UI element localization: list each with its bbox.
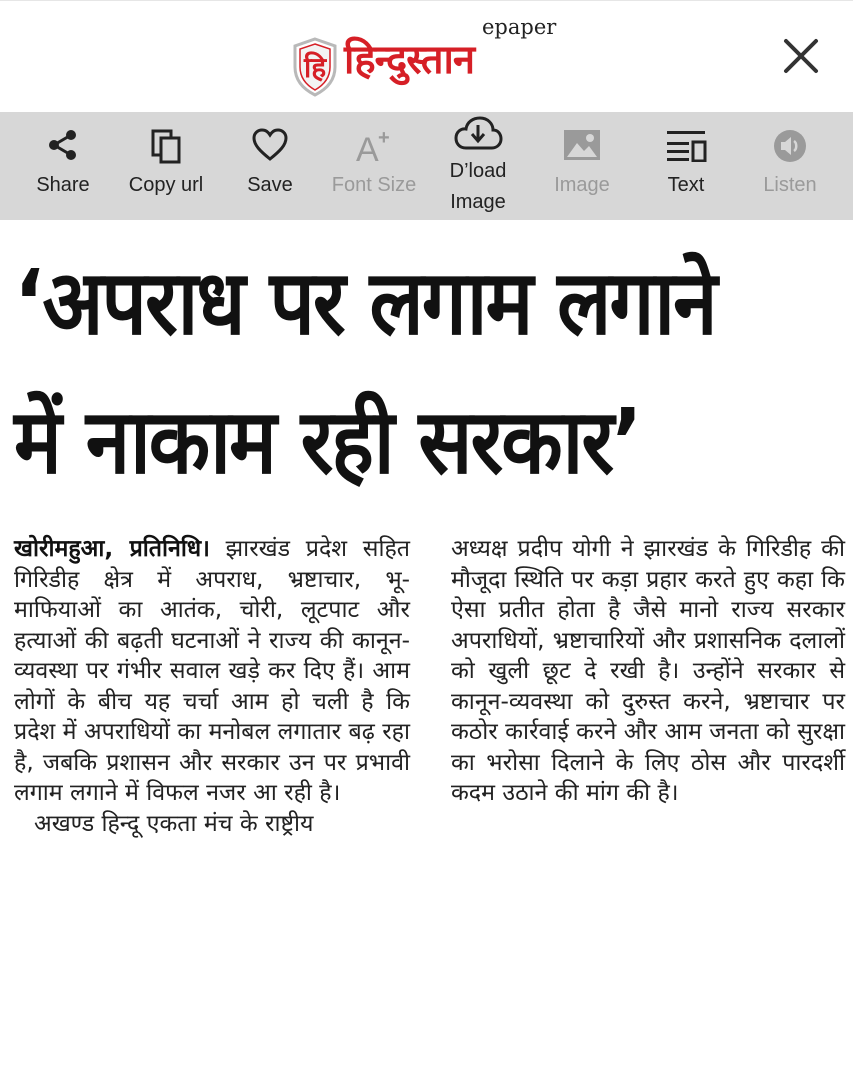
speaker-icon [772, 128, 808, 164]
listen-button[interactable] [748, 112, 832, 220]
download-image-button[interactable] [436, 112, 520, 220]
article-toolbar [0, 112, 853, 220]
brand-name: हिन्दुस्तान [344, 37, 475, 83]
text-icon [665, 128, 707, 162]
copy-url-button[interactable] [116, 112, 216, 220]
listen-label: Listen [763, 174, 817, 196]
save-label: Save [247, 174, 293, 196]
heart-icon [251, 128, 289, 162]
body-paragraph-1: झारखंड प्रदेश सहित गिरिडीह क्षेत्र में अपराध, भ्रष्टाचार, भू-माफियाओं का आतंक, चोरी, लूटपाट और हत्याओं की बढ़ती घटनाओं ने राज्य की कानून-व्यवस्था पर गंभीर सवाल खड़े कर दिए हैं। आम लोगों के बीच यह चर्चा आम हो चली है कि प्रदेश में अपराधियों का मनोबल लगातार बढ़ रहा है, जबकि प्रशासन और सरकार उन पर प्रभावी लगाम लगाने में विफल नजर आ रही है। [14, 535, 410, 806]
shield-logo-icon [292, 37, 338, 97]
svg-text:हि: हि [303, 51, 327, 84]
headline-line-2: में नाकाम रही सरकार’ [14, 389, 641, 494]
article-headline [14, 234, 844, 512]
image-label: Image [554, 174, 610, 196]
cloud-download-icon [453, 116, 503, 152]
share-label: Share [36, 174, 90, 196]
body-paragraph-3: अध्यक्ष प्रदीप योगी ने झारखंड के गिरिडीह की मौजूदा स्थिति पर कड़ा प्रहार करते हुए कहा कि ऐसा प्रतीत होता है जैसे मानो राज्य सरकार अपराधियों, भ्रष्टाचारियों और प्रशासनिक दलालों को खुली छूट दे रखी है। उन्होंने सरकार से कानून-व्यवस्था को दुरुस्त करने, भ्रष्टाचार पर कठोर कार्रवाई करने और आम जनता को सुरक्षा का भरोसा दिलाने के लिए ठोस और पारदर्शी कदम उठाने की मांग की है। [451, 535, 845, 806]
copy-icon [149, 128, 183, 164]
dateline: खोरीमहुआ, प्रतिनिधि। [14, 535, 210, 562]
download-image-label: D’load Image [449, 160, 507, 213]
font-size-button[interactable] [326, 112, 422, 220]
close-icon[interactable] [780, 35, 822, 77]
share-button[interactable] [20, 112, 106, 220]
font-size-icon [354, 128, 394, 164]
article-column-left [14, 534, 410, 839]
body-paragraph-2: अखण्ड हिन्दू एकता मंच के राष्ट्रीय [34, 809, 314, 837]
save-button[interactable] [232, 112, 308, 220]
image-icon [562, 128, 602, 162]
brand-logo [292, 15, 562, 101]
svg-text:A: A [356, 131, 379, 164]
text-button[interactable] [650, 112, 722, 220]
copy-url-label: Copy url [128, 174, 204, 196]
epaper-label: epaper [482, 15, 557, 39]
headline-line-1: ‘अपराध पर लगाम लगाने [14, 250, 716, 355]
share-icon [46, 128, 80, 162]
image-button[interactable] [538, 112, 626, 220]
text-label: Text [667, 174, 705, 196]
article-column-right [451, 534, 845, 809]
app-header [0, 0, 853, 113]
font-size-label: Font Size [331, 174, 417, 196]
svg-text:+: + [378, 128, 390, 149]
